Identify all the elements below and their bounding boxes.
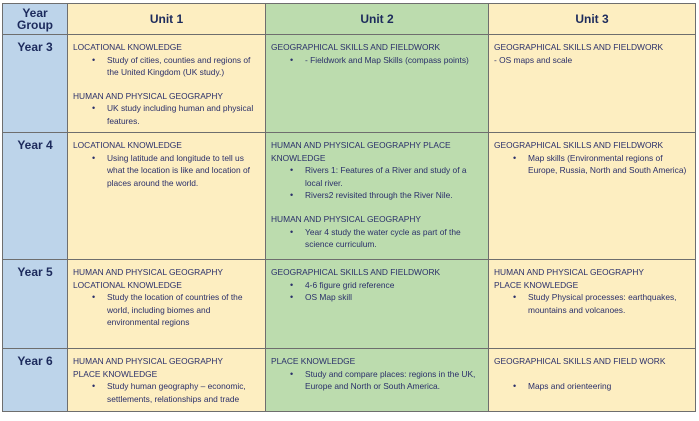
list-item: • Study of cities, counties and regions of the United Kingdom (UK study.) — [92, 54, 260, 79]
year-4-unit-3 — [489, 133, 696, 260]
year-3-unit-3 — [489, 35, 696, 133]
section-heading: HUMAN AND PHYSICAL GEOGRAPHY — [73, 267, 224, 277]
section-subheading: LOCATIONAL KNOWLEDGE — [73, 279, 182, 290]
year-5-unit-3 — [489, 260, 696, 349]
year-3-label: Year 3 — [3, 35, 68, 133]
list-item: • Rivers2 revisited through the River Nile. — [290, 189, 483, 202]
list-item: • OS Map skill — [290, 291, 483, 304]
list-item: • 4-6 figure grid reference — [290, 279, 483, 292]
year-4-unit-1 — [68, 133, 266, 260]
year-6-unit-2 — [266, 349, 489, 412]
section-subheading: PLACE KNOWLEDGE — [73, 368, 158, 379]
header-unit-3: Unit 3 — [489, 4, 696, 35]
list-item: • Map skills (Environmental regions of Europe, Russia, North and South America) — [513, 152, 690, 177]
year-5-unit-2 — [266, 260, 489, 349]
section-heading: GEOGRAPHICAL SKILLS AND FIELDWORK — [494, 140, 664, 150]
section-subheading: PLACE KNOWLEDGE — [494, 279, 579, 290]
header-year-group: Year Group — [3, 4, 68, 35]
header-row — [3, 4, 696, 35]
geography-curriculum-table — [2, 3, 696, 412]
section-heading: HUMAN AND PHYSICAL GEOGRAPHY — [73, 356, 224, 366]
year-5-label: Year 5 — [3, 260, 68, 349]
section-heading: HUMAN AND PHYSICAL GEOGRAPHY — [73, 90, 224, 101]
list-item: • Study human geography – economic, settlements, relationships and trade — [92, 380, 260, 405]
year-3-unit-1 — [68, 35, 266, 133]
year-4-unit-2 — [266, 133, 489, 260]
section-heading: HUMAN AND PHYSICAL GEOGRAPHY — [494, 267, 645, 277]
list-item: • Study and compare places: regions in the UK, Europe and North or South America. — [290, 368, 483, 393]
table-row — [3, 133, 696, 260]
list-item: • - Fieldwork and Map Skills (compass points) — [290, 54, 483, 67]
year-6-unit-3 — [489, 349, 696, 412]
section-heading: PLACE KNOWLEDGE — [271, 356, 356, 366]
section-heading: GEOGRAPHICAL SKILLS AND FIELDWORK — [494, 42, 664, 52]
table-row — [3, 260, 696, 349]
list-item: • Maps and orienteering — [513, 380, 690, 393]
list-item: • Using latitude and longitude to tell us what the location is like and location of places around the world. — [92, 152, 260, 190]
year-4-label: Year 4 — [3, 133, 68, 260]
table-row — [3, 35, 696, 133]
header-unit-1: Unit 1 — [68, 4, 266, 35]
section-heading: HUMAN AND PHYSICAL GEOGRAPHY — [271, 213, 422, 224]
table-row — [3, 349, 696, 412]
list-item: • Year 4 study the water cycle as part of the science curriculum. — [290, 226, 483, 251]
section-heading: HUMAN AND PHYSICAL GEOGRAPHY PLACE KNOWLEDGE — [271, 140, 451, 163]
section-heading: GEOGRAPHICAL SKILLS AND FIELD WORK — [494, 356, 666, 366]
year-3-unit-2 — [266, 35, 489, 133]
header-unit-2: Unit 2 — [266, 4, 489, 35]
year-5-unit-1 — [68, 260, 266, 349]
year-6-label: Year 6 — [3, 349, 68, 412]
list-item: • UK study including human and physical features. — [92, 102, 260, 127]
section-heading: GEOGRAPHICAL SKILLS AND FIELDWORK — [271, 42, 441, 52]
list-item: • Study the location of countries of the world, including biomes and environmental regions — [92, 291, 260, 329]
section-heading: GEOGRAPHICAL SKILLS AND FIELDWORK — [271, 267, 441, 277]
year-6-unit-1 — [68, 349, 266, 412]
list-item: • Study Physical processes: earthquakes, mountains and volcanoes. — [513, 291, 690, 316]
list-item: • Rivers 1: Features of a River and study of a local river. — [290, 164, 483, 189]
cell-text: - OS maps and scale — [494, 54, 573, 65]
section-heading: LOCATIONAL KNOWLEDGE — [73, 140, 182, 150]
section-heading: LOCATIONAL KNOWLEDGE — [73, 42, 182, 52]
